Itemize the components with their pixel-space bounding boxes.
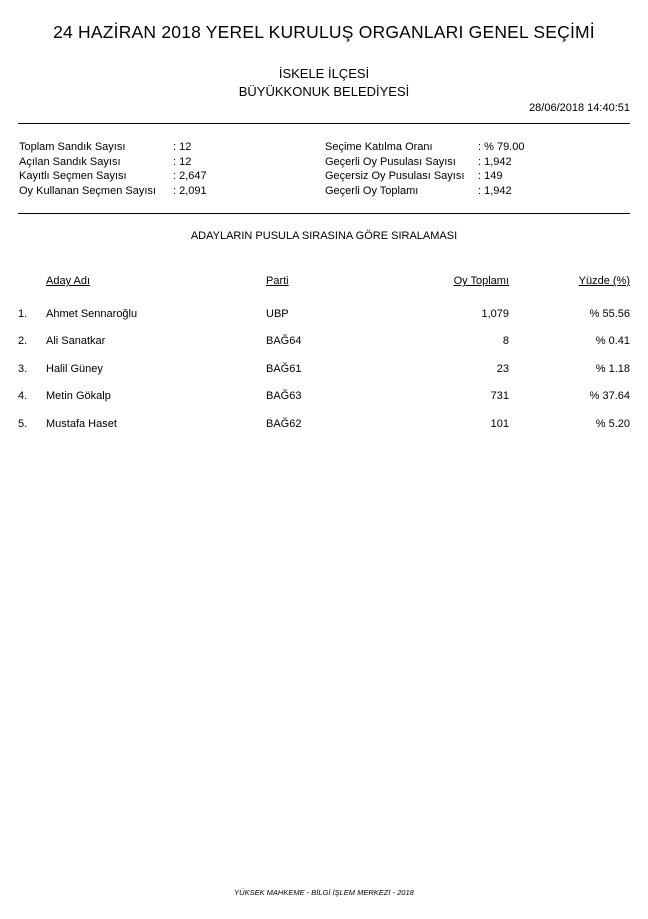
candidate-name: Ali Sanatkar — [46, 335, 106, 347]
column-header-votes: Oy Toplamı — [453, 275, 509, 287]
party-name: BAĞ63 — [266, 390, 302, 402]
vote-total: 731 — [490, 390, 509, 402]
stat-value: : % 79.00 — [478, 141, 525, 153]
stats-right — [325, 140, 625, 198]
vote-total: 1,079 — [481, 308, 509, 320]
stat-value: : 12 — [173, 155, 192, 168]
stat-value: : 1,942 — [478, 155, 512, 168]
stat-label: Geçerli Oy Toplamı — [325, 184, 419, 197]
party-name: BAĞ61 — [266, 363, 302, 375]
column-header-percent: Yüzde (%) — [578, 275, 630, 287]
stat-value: : 12 — [173, 141, 192, 153]
report-timestamp: 28/06/2018 14:40:51 — [529, 102, 630, 114]
municipality-name: BÜYÜKKONUK BELEDİYESİ — [238, 84, 410, 99]
stats-divider — [18, 213, 630, 214]
vote-percent: % 37.64 — [589, 390, 630, 402]
vote-percent: % 1.18 — [595, 363, 630, 375]
party-name: UBP — [266, 308, 289, 320]
stat-row — [325, 140, 625, 155]
stat-row — [19, 169, 319, 184]
section-title: ADAYLARIN PUSULA SIRASINA GÖRE SIRALAMASI — [190, 230, 458, 242]
row-number: 3. — [18, 363, 28, 375]
candidate-name: Ahmet Sennaroğlu — [46, 308, 138, 320]
top-divider — [18, 123, 630, 124]
vote-total: 23 — [496, 363, 509, 375]
stat-label: Toplam Sandık Sayısı — [19, 141, 126, 153]
vote-total: 8 — [502, 335, 509, 347]
row-number: 4. — [18, 390, 28, 402]
stat-value: : 2,647 — [173, 170, 207, 182]
stat-label: Kayıtlı Seçmen Sayısı — [19, 170, 127, 182]
stat-row — [325, 169, 625, 184]
report-title: 24 HAZİRAN 2018 YEREL KURULUŞ ORGANLARI GENEL SEÇİMİ — [53, 22, 595, 42]
stat-row — [325, 155, 625, 170]
stats-left — [19, 140, 319, 198]
stat-value: : 1,942 — [478, 184, 512, 197]
vote-percent: % 0.41 — [595, 335, 630, 347]
stat-label: Açılan Sandık Sayısı — [19, 155, 121, 168]
stat-label: Oy Kullanan Seçmen Sayısı — [19, 184, 156, 197]
candidate-name: Mustafa Haset — [46, 418, 117, 430]
page-footer: YÜKSEK MAHKEME - BİLGİ İŞLEM MERKEZİ - 2018 — [234, 888, 414, 897]
stat-row — [19, 184, 319, 199]
stat-row — [325, 184, 625, 199]
row-number: 1. — [18, 308, 28, 320]
column-header-name: Aday Adı — [46, 275, 91, 287]
stat-label: Geçersiz Oy Pusulası Sayısı — [325, 170, 465, 182]
candidate-name: Metin Gökalp — [46, 390, 111, 402]
party-name: BAĞ62 — [266, 418, 302, 430]
stat-label: Seçime Katılma Oranı — [325, 141, 433, 153]
vote-percent: % 55.56 — [589, 308, 630, 320]
district-name: İSKELE İLÇESİ — [278, 66, 370, 81]
stat-row — [19, 140, 319, 155]
row-number: 5. — [18, 418, 28, 430]
vote-total: 101 — [490, 418, 509, 430]
stat-row — [19, 155, 319, 170]
stat-value: : 2,091 — [173, 184, 207, 197]
row-number: 2. — [18, 335, 28, 347]
candidate-name: Halil Güney — [46, 363, 103, 375]
column-header-party: Parti — [266, 275, 289, 287]
stat-label: Geçerli Oy Pusulası Sayısı — [325, 155, 456, 168]
vote-percent: % 5.20 — [595, 418, 630, 430]
stat-value: : 149 — [478, 170, 503, 182]
party-name: BAĞ64 — [266, 335, 302, 347]
